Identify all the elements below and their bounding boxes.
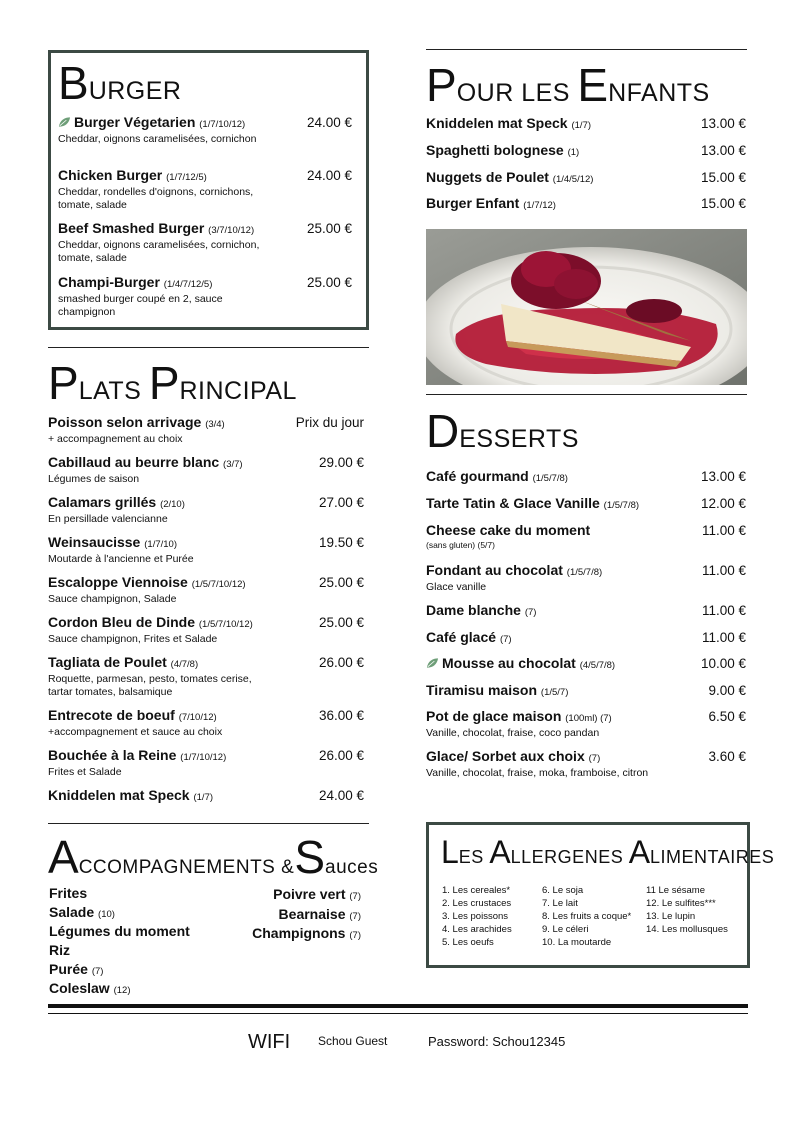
side-dish: Purée (7) bbox=[49, 961, 104, 977]
menu-item bbox=[48, 707, 263, 739]
menu-item bbox=[426, 142, 676, 161]
item-description: smashed burger coupé en 2, sauce champignon bbox=[58, 293, 223, 318]
item-price: 19.50 € bbox=[318, 535, 364, 550]
enfants-title: POUR LES ENFANTS bbox=[426, 59, 710, 111]
sauce: Poivre vert (7) bbox=[273, 886, 361, 902]
desserts-top-rule bbox=[426, 394, 747, 395]
item-name: Chicken Burger bbox=[58, 167, 163, 183]
plats-title: PLATS PRINCIPAL bbox=[48, 357, 297, 409]
menu-item bbox=[48, 747, 263, 779]
item-price: 6.50 € bbox=[708, 709, 746, 724]
item-price: 9.00 € bbox=[708, 683, 746, 698]
item-price: 29.00 € bbox=[318, 455, 364, 470]
item-price: 13.00 € bbox=[700, 116, 746, 131]
item-price: 25.00 € bbox=[318, 575, 364, 590]
item-price: 15.00 € bbox=[700, 170, 746, 185]
item-price: 10.00 € bbox=[700, 656, 746, 671]
item-description: Roquette, parmesan, pesto, tomates cerise, tartar tomates, balsamique bbox=[48, 673, 252, 698]
menu-item bbox=[426, 562, 676, 594]
allergen-code: (4/5/7/8) bbox=[579, 660, 616, 671]
item-description: En persillade valencianne bbox=[48, 513, 168, 525]
item-price: Prix du jour bbox=[295, 415, 364, 430]
allergen-code: (1/5/7/8) bbox=[566, 567, 603, 578]
item-name: Glace/ Sorbet aux choix bbox=[426, 748, 585, 764]
menu-item bbox=[48, 654, 263, 699]
menu-item bbox=[58, 274, 268, 319]
item-name: Escaloppe Viennoise bbox=[48, 574, 188, 590]
item-name: Kniddelen mat Speck bbox=[48, 787, 190, 803]
allergen-code: (1/7/12) bbox=[523, 200, 556, 211]
allergen-entry: 13. Le lupin bbox=[646, 911, 696, 922]
allergen-code: (1/5/7/10/12) bbox=[198, 619, 253, 630]
menu-item bbox=[426, 682, 676, 701]
item-description: Glace vanille bbox=[426, 581, 487, 593]
item-description: +accompagnement et sauce au choix bbox=[48, 726, 223, 738]
allergen-code: (4/7/8) bbox=[170, 659, 199, 670]
menu-item bbox=[58, 167, 268, 212]
allergen-entry: 7. Le lait bbox=[542, 898, 578, 909]
allergen-code: (1) bbox=[567, 147, 580, 158]
allergen-entry: 9. Le céleri bbox=[542, 924, 589, 935]
menu-item bbox=[426, 169, 676, 188]
menu-item bbox=[426, 708, 676, 740]
item-name: Dame blanche bbox=[426, 602, 521, 618]
item-name: Weinsaucisse bbox=[48, 534, 141, 550]
side-dish: Légumes du moment bbox=[49, 923, 190, 939]
item-price: 25.00 € bbox=[318, 615, 364, 630]
item-description: Sauce champignon, Frites et Salade bbox=[48, 633, 218, 645]
allergen-entry: 10. La moutarde bbox=[542, 937, 612, 948]
item-price: 26.00 € bbox=[318, 748, 364, 763]
menu-item bbox=[48, 574, 263, 606]
item-name: Burger Enfant bbox=[426, 195, 520, 211]
allergen-code: (3/7/10/12) bbox=[208, 225, 255, 236]
item-description: Cheddar, oignons caramelisées, cornichon bbox=[58, 133, 257, 145]
menu-item bbox=[48, 494, 263, 526]
item-name: Entrecote de boeuf bbox=[48, 707, 175, 723]
plats-top-rule bbox=[48, 347, 369, 348]
allergenes-title: LES ALLERGENES ALIMENTAIRES bbox=[441, 834, 775, 870]
allergen-code: (7) bbox=[499, 634, 512, 645]
side-dish: Coleslaw (12) bbox=[49, 980, 131, 996]
item-name: Mousse au chocolat bbox=[442, 655, 576, 671]
side-dish: Salade (10) bbox=[49, 904, 115, 920]
allergen-entry: 2. Les crustaces bbox=[442, 898, 512, 909]
enfants-top-rule bbox=[426, 49, 747, 50]
item-price: 25.00 € bbox=[306, 275, 352, 290]
allergen-code: (1/7/10) bbox=[144, 539, 177, 550]
item-price: 26.00 € bbox=[318, 655, 364, 670]
allergen-code: (1/7/10/12) bbox=[180, 752, 227, 763]
allergen-code: (1/7/12/5) bbox=[166, 172, 207, 183]
menu-item bbox=[426, 522, 676, 552]
menu-item bbox=[426, 655, 676, 674]
allergen-code: (1/5/7/8) bbox=[532, 473, 568, 484]
menu-item bbox=[48, 534, 263, 566]
item-name: Cabillaud au beurre blanc bbox=[48, 454, 220, 470]
item-name: Nuggets de Poulet bbox=[426, 169, 549, 185]
allergen-entry: 1. Les cereales* bbox=[442, 885, 511, 896]
item-price: 13.00 € bbox=[700, 469, 746, 484]
item-description: Vanille, chocolat, fraise, moka, framboise, citron bbox=[426, 767, 649, 779]
item-name: Cheese cake du moment bbox=[426, 522, 591, 538]
wifi-password: Password: Schou12345 bbox=[428, 1034, 566, 1049]
item-price: 3.60 € bbox=[708, 749, 746, 764]
footer-thick-rule bbox=[48, 1004, 748, 1008]
desserts-title: DESSERTS bbox=[426, 405, 579, 457]
leaf-icon bbox=[426, 657, 439, 669]
dessert-photo bbox=[426, 229, 747, 385]
item-name: Pot de glace maison bbox=[426, 708, 562, 724]
item-price: 25.00 € bbox=[306, 221, 352, 236]
item-description: Légumes de saison bbox=[48, 473, 140, 485]
allergen-code: (1/4/5/12) bbox=[552, 174, 594, 185]
allergen-code: (1/7/10/12) bbox=[199, 119, 246, 130]
item-description: + accompagnement au choix bbox=[48, 433, 183, 445]
item-description: Frites et Salade bbox=[48, 766, 122, 778]
side-dish: Riz bbox=[49, 942, 70, 958]
allergen-code: (7/10/12) bbox=[178, 712, 217, 723]
item-description: Moutarde à l'ancienne et Purée bbox=[48, 553, 194, 565]
menu-item bbox=[426, 602, 676, 621]
allergen-entry: 12. Le sulfites*** bbox=[646, 898, 716, 909]
item-price: 24.00 € bbox=[306, 168, 352, 183]
allergen-entry: 6. Le soja bbox=[542, 885, 584, 896]
item-name: Bouchée à la Reine bbox=[48, 747, 177, 763]
allergen-entry: 4. Les arachides bbox=[442, 924, 512, 935]
item-name: Cordon Bleu de Dinde bbox=[48, 614, 195, 630]
item-price: 15.00 € bbox=[700, 196, 746, 211]
side-dish: Frites bbox=[49, 885, 88, 901]
allergen-code: (2/10) bbox=[160, 499, 185, 510]
allergen-code: (1/7) bbox=[571, 120, 592, 131]
allergen-code: (1/5/7/10/12) bbox=[191, 579, 246, 590]
menu-item bbox=[426, 748, 676, 780]
item-price: 11.00 € bbox=[701, 603, 746, 618]
acc-top-rule bbox=[48, 823, 369, 824]
item-price: 12.00 € bbox=[700, 496, 746, 511]
allergen-code: (3/4) bbox=[205, 419, 225, 430]
item-price: 13.00 € bbox=[700, 143, 746, 158]
menu-item bbox=[48, 614, 263, 646]
item-price: 24.00 € bbox=[306, 115, 352, 130]
item-description: Cheddar, oignons caramelisées, cornichon, tomate, salade bbox=[58, 239, 260, 264]
item-name: Beef Smashed Burger bbox=[58, 220, 205, 236]
menu-item bbox=[426, 468, 676, 487]
item-description: Vanille, chocolat, fraise, coco pandan bbox=[426, 727, 600, 739]
allergen-entry: 8. Les fruits a coque* bbox=[542, 911, 632, 922]
allergen-code: (100ml) (7) bbox=[565, 713, 612, 724]
item-price: 11.00 € bbox=[701, 563, 746, 578]
allergen-code: (1/7) bbox=[193, 792, 214, 803]
item-description: Cheddar, rondelles d'oignons, cornichons, tomate, salade bbox=[58, 186, 254, 211]
sauce: Bearnaise (7) bbox=[278, 906, 361, 922]
item-description: Sauce champignon, Salade bbox=[48, 593, 177, 605]
item-name: Kniddelen mat Speck bbox=[426, 115, 568, 131]
item-name: Tarte Tatin & Glace Vanille bbox=[426, 495, 600, 511]
item-price: 11.00 € bbox=[701, 523, 746, 538]
allergen-entry: 11 Le sésame bbox=[646, 885, 705, 896]
allergen-entry: 14. Les mollusques bbox=[646, 924, 728, 935]
menu-item bbox=[48, 414, 263, 446]
item-price: 27.00 € bbox=[318, 495, 364, 510]
allergen-code: (7) bbox=[588, 753, 601, 764]
allergen-entry: 3. Les poissons bbox=[442, 911, 509, 922]
item-price: 11.00 € bbox=[701, 630, 746, 645]
menu-item bbox=[426, 195, 676, 214]
item-description: (sans gluten) (5/7) bbox=[426, 540, 495, 550]
wifi-network: Schou Guest bbox=[318, 1034, 388, 1048]
wifi-label: WIFI bbox=[248, 1031, 291, 1053]
menu-item bbox=[426, 495, 676, 514]
item-name: Spaghetti bolognese bbox=[426, 142, 564, 158]
burger-title: BURGER bbox=[58, 57, 182, 109]
item-name: Burger Végetarien bbox=[74, 114, 196, 130]
item-name: Tagliata de Poulet bbox=[48, 654, 167, 670]
allergen-code: (1/5/7) bbox=[540, 687, 569, 698]
menu-item bbox=[48, 787, 263, 806]
footer-thin-rule bbox=[48, 1013, 748, 1014]
menu-item bbox=[426, 629, 676, 648]
menu-item bbox=[58, 220, 268, 265]
acc-title: ACCOMPAGNEMENTS &Sauces bbox=[48, 831, 379, 883]
item-price: 24.00 € bbox=[318, 788, 364, 803]
item-name: Poisson selon arrivage bbox=[48, 414, 202, 430]
item-name: Café gourmand bbox=[426, 468, 529, 484]
allergen-entry: 5. Les oeufs bbox=[442, 937, 494, 948]
item-price: 36.00 € bbox=[318, 708, 364, 723]
allergen-code: (3/7) bbox=[223, 459, 243, 470]
allergen-code: (1/5/7/8) bbox=[603, 500, 640, 511]
item-name: Calamars grillés bbox=[48, 494, 157, 510]
item-name: Champi-Burger bbox=[58, 274, 160, 290]
leaf-icon bbox=[58, 116, 71, 128]
allergen-code: (1/4/7/12/5) bbox=[163, 279, 213, 290]
item-name: Fondant au chocolat bbox=[426, 562, 563, 578]
allergen-code: (7) bbox=[524, 607, 537, 618]
item-name: Café glacé bbox=[426, 629, 497, 645]
menu-item bbox=[426, 115, 676, 134]
menu-item bbox=[58, 114, 268, 146]
menu-item bbox=[48, 454, 263, 486]
item-name: Tiramisu maison bbox=[426, 682, 538, 698]
sauce: Champignons (7) bbox=[252, 925, 361, 941]
